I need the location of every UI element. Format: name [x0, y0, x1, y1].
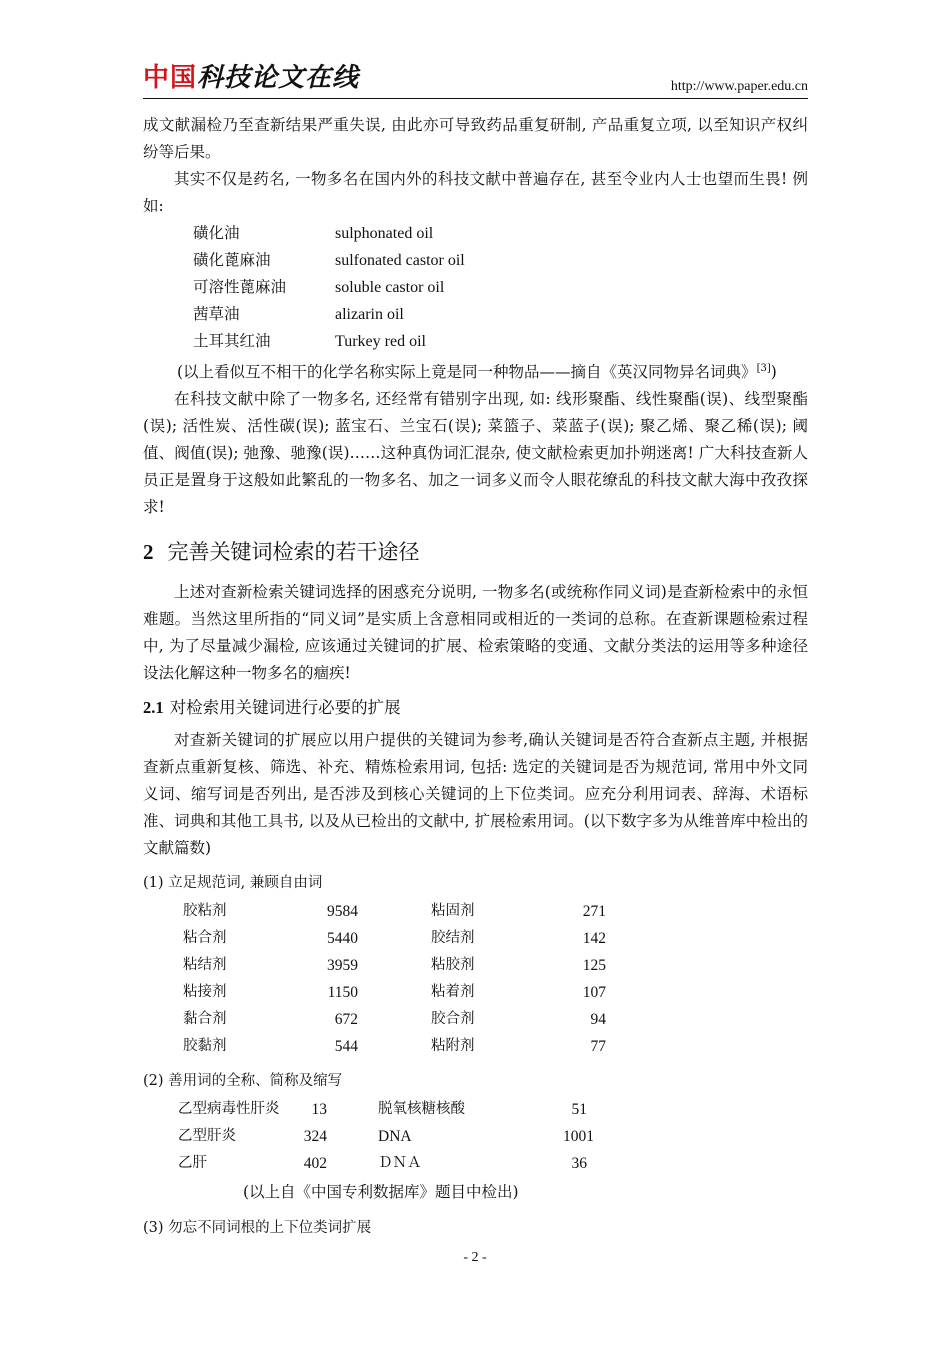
- table-row: [143, 952, 808, 979]
- count-a: 402: [303, 1155, 327, 1173]
- count-b: 36: [571, 1155, 587, 1173]
- term-b: 粘胶剂: [431, 957, 475, 974]
- section-number: 2: [143, 540, 154, 565]
- synonym-zh: 土耳其红油: [193, 332, 271, 350]
- site-logo[interactable]: [143, 62, 359, 94]
- synonym-zh: 茜草油: [193, 305, 240, 323]
- synonym-zh: 可溶性蓖麻油: [193, 278, 287, 296]
- count-b: 107: [582, 984, 606, 1002]
- synonym-row: [143, 274, 808, 301]
- list-2-heading: (2) 善用词的全称、简称及缩写: [143, 1073, 343, 1090]
- table-row: [143, 925, 808, 952]
- synonym-en: Turkey red oil: [335, 333, 426, 350]
- page-number: - 2 -: [463, 1250, 487, 1265]
- table-row: [143, 1006, 808, 1033]
- header-rule: [143, 98, 808, 99]
- section-2-1-heading: [143, 693, 808, 723]
- synonym-row: [143, 301, 808, 328]
- synonym-en: sulphonated oil: [335, 225, 434, 242]
- table-row: [143, 1096, 808, 1123]
- synonym-list: [143, 220, 808, 355]
- term-a: 乙肝: [178, 1155, 207, 1172]
- subsection-number: 2.1: [143, 698, 164, 718]
- count-a: 672: [334, 1011, 358, 1029]
- term-b: 胶结剂: [431, 930, 475, 947]
- term-a: 胶粘剂: [183, 903, 227, 920]
- count-b: 94: [590, 1011, 606, 1029]
- synonym-note-text: (以上看似互不相干的化学名称实际上竟是同一种物品——摘自《英汉同物异名词典》: [177, 363, 757, 382]
- synonym-note-end: ): [770, 363, 777, 382]
- paragraph-1: 成文献漏检乃至查新结果严重失误, 由此亦可导致药品重复研制, 产品重复立项, 以至知识产权纠纷等后果。: [143, 116, 808, 161]
- term-a: 胶黏剂: [183, 1038, 227, 1055]
- paragraph-2: 其实不仅是药名, 一物多名在国内外的科技文献中普遍存在, 甚至令业内人士也望而生畏! 例如:: [143, 170, 808, 215]
- term-b: 粘附剂: [431, 1038, 475, 1055]
- term-a: 乙型病毒性肝炎: [178, 1101, 280, 1118]
- synonym-en: alizarin oil: [335, 306, 404, 323]
- synonym-zh: 磺化油: [193, 224, 240, 242]
- term-a: 粘结剂: [183, 957, 227, 974]
- count-b: 77: [590, 1038, 606, 1056]
- count-b: 271: [582, 903, 606, 921]
- section-title: 完善关键词检索的若干途径: [167, 540, 420, 565]
- list-2-source-note: (以上自《中国专利数据库》题目中检出): [243, 1183, 519, 1202]
- term-a: 粘接剂: [183, 984, 227, 1001]
- count-a: 3959: [327, 957, 358, 975]
- term-a: 黏合剂: [183, 1011, 227, 1028]
- term-a: 粘合剂: [183, 930, 227, 947]
- count-a: 5440: [327, 930, 358, 948]
- paragraph-3: 在科技文献中除了一物多名, 还经常有错别字出现, 如: 线形聚酯、线性聚酯(误)、线型聚酯(误); 活性炭、活性碳(误); 蓝宝石、兰宝石(误); 菜篮子、菜蓝子(误); 聚乙烯、聚乙稀(误); 阈值、阀值(误); 弛豫、驰豫(误)……这种真伪词汇混杂, 使文献检索更加扑朔迷离! 广大科技查新人员正是置身于这般如此繁乱的一物多名、加之一词多义而令人眼花缭乱的科技文献大海中孜孜探求!: [143, 390, 808, 517]
- header-url[interactable]: http://www.paper.edu.cn: [670, 79, 808, 94]
- term-b: 脱氧核糖核酸: [378, 1101, 465, 1118]
- synonym-en: sulfonated castor oil: [335, 252, 465, 269]
- list-1-table: [143, 898, 808, 1060]
- section-2-heading: [143, 535, 808, 569]
- count-b: 125: [582, 957, 606, 975]
- count-b: 51: [571, 1101, 587, 1119]
- table-row: [143, 979, 808, 1006]
- synonym-en: soluble castor oil: [335, 279, 445, 296]
- count-b: 1001: [563, 1128, 594, 1146]
- count-a: 1150: [327, 984, 358, 1002]
- synonym-zh: 磺化蓖麻油: [193, 251, 271, 269]
- term-a: 乙型肝炎: [178, 1128, 236, 1145]
- synonym-source-note: [143, 355, 808, 386]
- subsection-title: 对检索用关键词进行必要的扩展: [169, 698, 401, 718]
- count-a: 9584: [327, 903, 358, 921]
- page-body: [143, 112, 808, 1243]
- list-3-heading: (3) 勿忘不同词根的上下位类词扩展: [143, 1220, 372, 1237]
- synonym-row: [143, 220, 808, 247]
- term-b: DNA: [378, 1128, 412, 1146]
- table-row: [143, 1150, 808, 1177]
- paragraph-4: 上述对查新检索关键词选择的困惑充分说明, 一物多名(或统称作同义词)是查新检索中的永恒难题。当然这里所指的“同义词”是实质上含意相同或相近的一类词的总称。在查新课题检索过程中, 为了尽量减少漏检, 应该通过关键词的扩展、检索策略的变通、文献分类法的运用等多种途径设法化解这种一物多名的痼疾!: [143, 583, 808, 683]
- count-b: 142: [582, 930, 606, 948]
- logo-black-text: 科技论文在线: [197, 63, 360, 93]
- citation-ref[interactable]: [3]: [756, 363, 771, 374]
- term-b: 胶合剂: [431, 1011, 475, 1028]
- logo-red-text: 中国: [143, 63, 198, 93]
- synonym-row: [143, 328, 808, 355]
- term-b: 粘着剂: [431, 984, 475, 1001]
- count-a: 324: [303, 1128, 327, 1146]
- paragraph-5: 对查新关键词的扩展应以用户提供的关键词为参考,确认关键词是否符合查新点主题, 并根据查新点重新复核、筛选、补充、精炼检索用词, 包括: 选定的关键词是否为规范词, 常用中外文同义词、缩写词是否列出, 是否涉及到核心关键词的上下位类词。应充分利用词表、辞海、术语标准、词典和其他工具书, 以及从已检出的文献中, 扩展检索用词。(以下数字多为从维普库中检出的文献篇数): [143, 731, 808, 858]
- list-2-table: [143, 1096, 808, 1177]
- table-row: [143, 898, 808, 925]
- term-b: ＤＮＡ: [378, 1155, 422, 1172]
- count-a: 13: [311, 1101, 327, 1119]
- synonym-row: [143, 247, 808, 274]
- term-b: 粘固剂: [431, 903, 475, 920]
- list-1-heading: (1) 立足规范词, 兼顾自由词: [143, 875, 323, 892]
- table-row: [143, 1123, 808, 1150]
- count-a: 544: [334, 1038, 358, 1056]
- table-row: [143, 1033, 808, 1060]
